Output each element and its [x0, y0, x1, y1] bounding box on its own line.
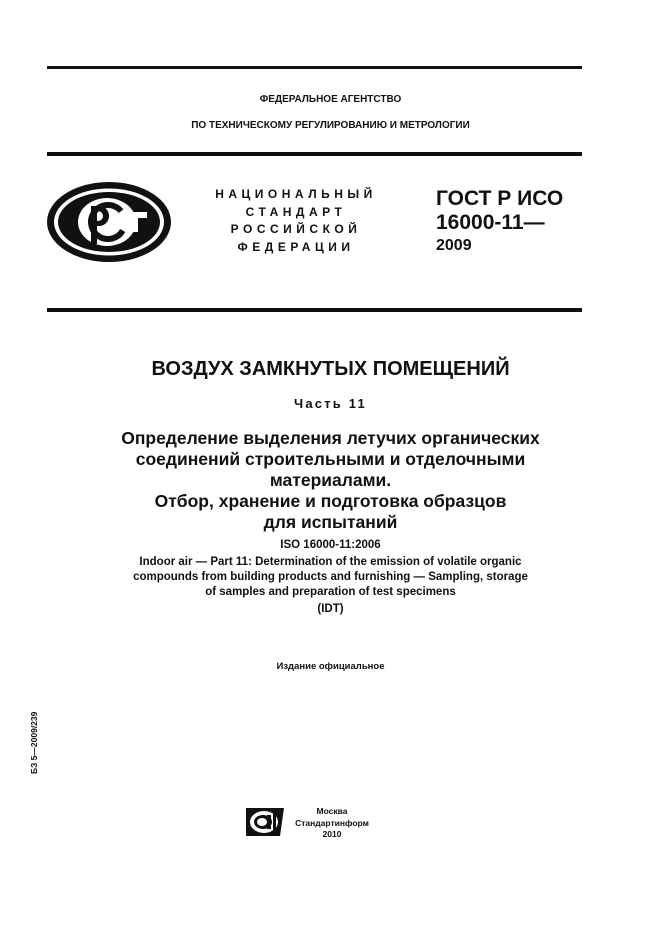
standard-designation [436, 187, 563, 257]
english-title-line: of samples and preparation of test specimens [205, 586, 456, 598]
side-note: БЗ 5—2009/239 [29, 711, 39, 774]
top-rule [47, 66, 582, 69]
main-title: ВОЗДУХ ЗАМКНУТЫХ ПОМЕЩЕНИЙ [151, 358, 510, 380]
designation-line-2: 16000-11— [436, 211, 545, 234]
subtitle-line: материалами. [269, 470, 392, 490]
national-standard-line-2: СТАНДАРТ [245, 204, 347, 219]
english-title [60, 555, 601, 600]
section-rule [47, 308, 582, 312]
subtitle-line: Определение выделения летучих органических [121, 428, 540, 448]
equivalence-mark: (IDT) [317, 603, 344, 615]
publisher [294, 806, 370, 841]
publisher-city: Москва [316, 806, 348, 816]
subtitle-line: соединений строительными и отделочными [135, 449, 526, 469]
publisher-year: 2010 [322, 829, 342, 839]
agency-line-2: ПО ТЕХНИЧЕСКОМУ РЕГУЛИРОВАНИЮ И МЕТРОЛОГИИ [191, 120, 470, 131]
subtitle [60, 428, 601, 533]
designation-line-3: 2009 [436, 237, 472, 254]
header-rule [47, 152, 582, 156]
iso-number: ISO 16000-11:2006 [280, 539, 381, 551]
designation-line-1: ГОСТ Р ИСО [436, 187, 564, 210]
agency-line-1: ФЕДЕРАЛЬНОЕ АГЕНТСТВО [259, 94, 402, 105]
english-title-line: compounds from building products and furnishing — Sampling, storage [133, 571, 528, 583]
national-standard-line-4: ФЕДЕРАЦИИ [237, 239, 355, 254]
subtitle-line: Отбор, хранение и подготовка образцов [154, 491, 507, 511]
part-label: Часть 11 [294, 396, 367, 411]
national-standard-line-3: РОССИЙСКОЙ [230, 222, 362, 236]
rst-certification-mark-icon [45, 180, 173, 264]
national-standard-line-1: НАЦИОНАЛЬНЫЙ [215, 187, 377, 201]
publisher-name: Стандартинформ [295, 817, 369, 828]
edition-label: Издание официальное [276, 661, 385, 672]
national-standard-label [196, 186, 396, 256]
subtitle-line: для испытаний [263, 512, 398, 532]
english-title-line: Indoor air — Part 11: Determination of the emission of volatile organic [139, 556, 522, 568]
standartinform-logo-icon [244, 806, 286, 838]
